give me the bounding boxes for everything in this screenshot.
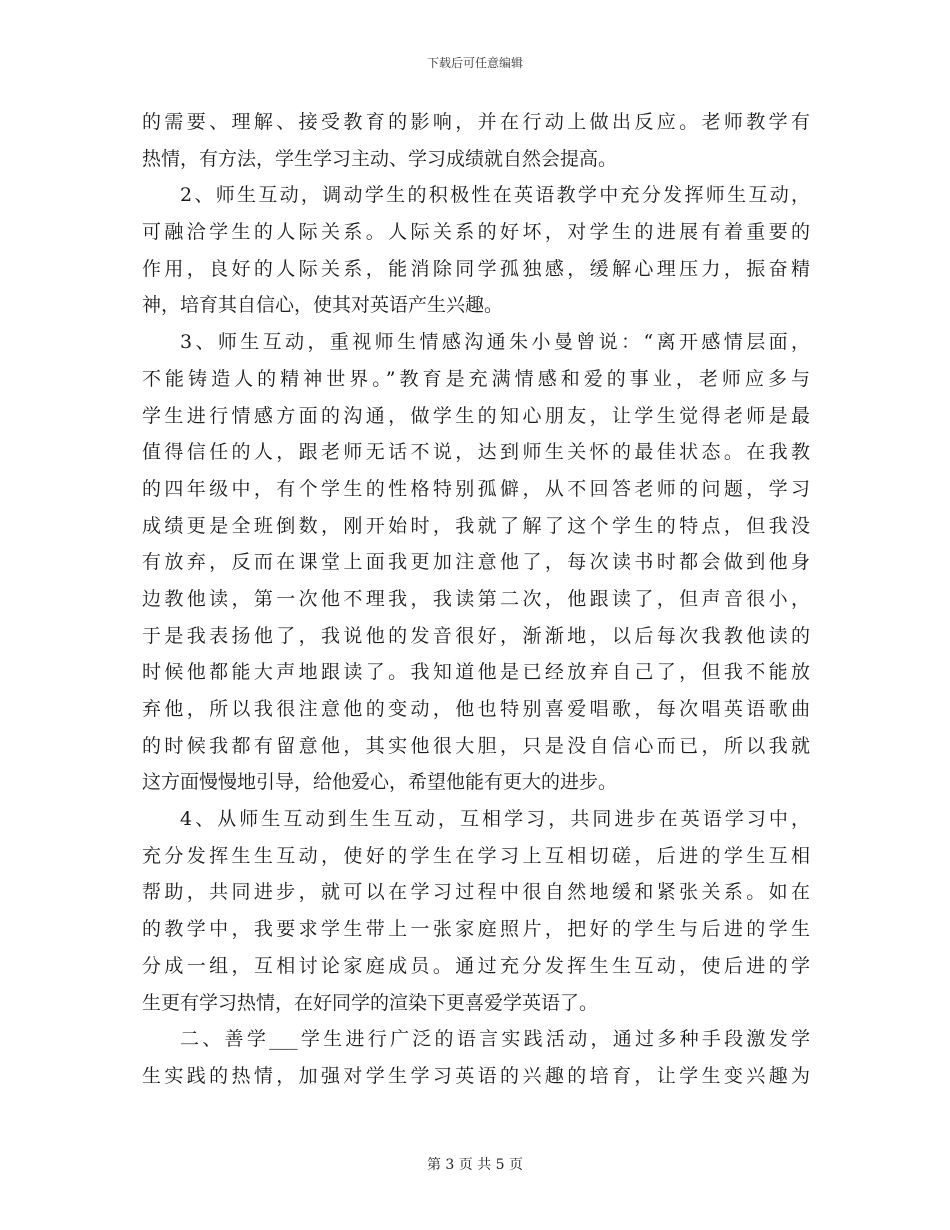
text-line: 二、善学___学生进行广泛的语言实践活动，通过多种手段激发学 [180, 1028, 810, 1051]
text-line: 边教他读，第一次他不理我，我读第二次，他跟读了，但声音很小， [142, 587, 810, 610]
text-line: 3、师生互动，重视师生情感沟通朱小曼曾说：“离开感情层面， [180, 331, 810, 354]
document-body [142, 104, 810, 1095]
text-line: 时候他都能大声地跟读了。我知道他是已经放弃自己了，但我不能放 [142, 661, 810, 684]
text-line: 成绩更是全班倒数，刚开始时，我就了解了这个学生的特点，但我没 [142, 514, 810, 537]
text-line: 不能铸造人的精神世界。”教育是充满情感和爱的事业，老师应多与 [142, 367, 810, 390]
text-line: 生更有学习热情，在好同学的渲染下更喜爱学英语了。 [142, 991, 599, 1014]
text-line: 弃他，所以我很注意他的变动，他也特别喜爱唱歌，每次唱英语歌曲 [142, 698, 810, 720]
page-header: 下载后可任意编辑 [426, 56, 523, 70]
text-line: 于是我表扬他了，我说他的发音很好，渐渐地，以后每次我教他读的 [142, 624, 810, 647]
page-footer: 第 3 页 共 5 页 [426, 1157, 524, 1173]
text-line: 作用，良好的人际关系，能消除同学孤独感，缓解心理压力，振奋精 [142, 257, 810, 280]
text-line: 分成一组，互相讨论家庭成员。通过充分发挥生生互动，使后进的学 [142, 954, 810, 977]
text-line: 4、从师生互动到生生互动，互相学习，共同进步在英语学习中， [180, 808, 810, 831]
text-line: 的需要、理解、接受教育的影响，并在行动上做出反应。老师教学有 [142, 111, 810, 133]
text-line: 的教学中，我要求学生带上一张家庭照片，把好的学生与后进的学生 [142, 918, 810, 941]
text-line: 的四年级中，有个学生的性格特别孤僻，从不回答老师的问题，学习 [142, 477, 810, 500]
text-line: 的时候我都有留意他，其实他很大胆，只是没自信心而已，所以我就 [142, 734, 810, 757]
text-line: 生实践的热情，加强对学生学习英语的兴趣的培育，让学生变兴趣为 [142, 1064, 810, 1087]
text-line: 值得信任的人，跟老师无话不说，达到师生关怀的最佳状态。在我教 [142, 441, 810, 464]
text-line: 2、师生互动，调动学生的积极性在英语教学中充分发挥师生互动， [180, 184, 810, 207]
text-line: 神，培育其自信心，使其对英语产生兴趣。 [142, 294, 504, 317]
text-line: 热情，有方法，学生学习主动、学习成绩就自然会提高。 [142, 147, 618, 170]
text-line: 帮助，共同进步，就可以在学习过程中很自然地缓和紧张关系。如在 [142, 881, 810, 904]
text-line: 学生进行情感方面的沟通，做学生的知心朋友，让学生觉得老师是最 [142, 404, 810, 427]
text-line: 有放弃，反而在课堂上面我更加注意他了，每次读书时都会做到他身 [142, 551, 810, 574]
text-line: 充分发挥生生互动，使好的学生在学习上互相切磋，后进的学生互相 [142, 844, 810, 867]
text-line: 可融洽学生的人际关系。人际关系的好坏，对学生的进展有着重要的 [142, 221, 810, 244]
text-line: 这方面慢慢地引导，给他爱心，希望他能有更大的进步。 [142, 771, 618, 794]
